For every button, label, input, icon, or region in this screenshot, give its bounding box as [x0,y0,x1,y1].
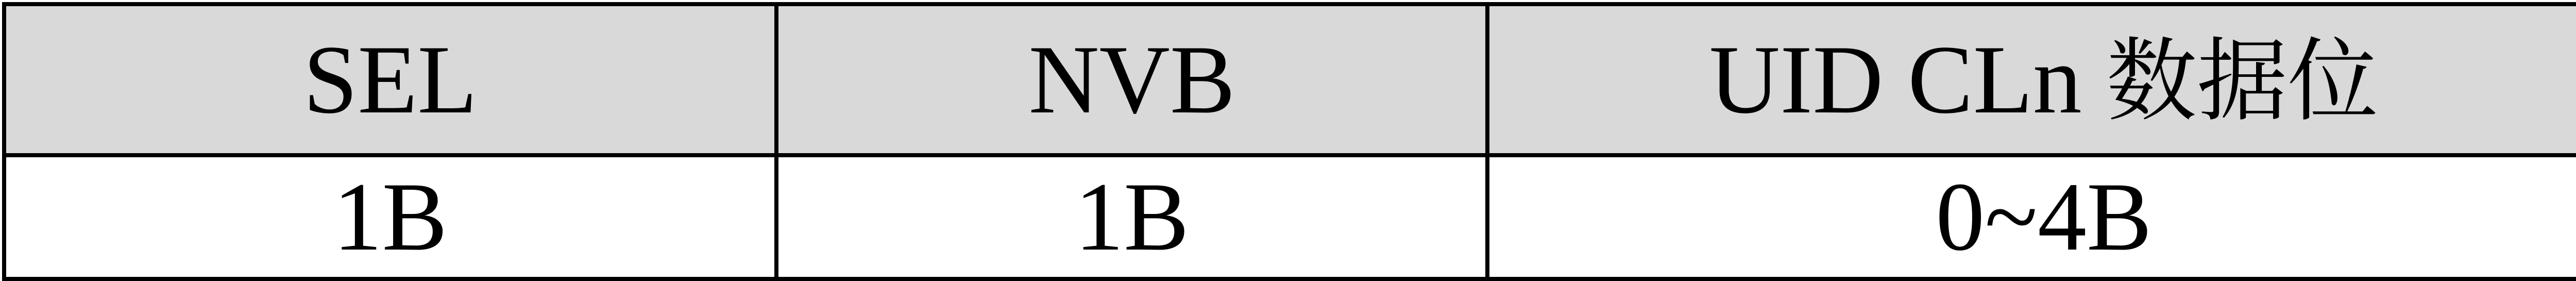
header-row [4,4,2576,155]
value-row [4,155,2576,279]
header-uid-cjk: 数据位 [2106,28,2379,134]
header-cell-sel: SEL [4,4,776,155]
value-cell-sel: 1B [4,155,776,279]
header-cell-uid [1487,4,2576,155]
value-cell-nvb: 1B [776,155,1487,279]
value-cell-uid: 0~4B [1487,155,2576,279]
frame-format-table [2,2,2576,281]
header-cell-nvb: NVB [776,4,1487,155]
header-uid-prefix: UID CLn [1709,25,2107,134]
